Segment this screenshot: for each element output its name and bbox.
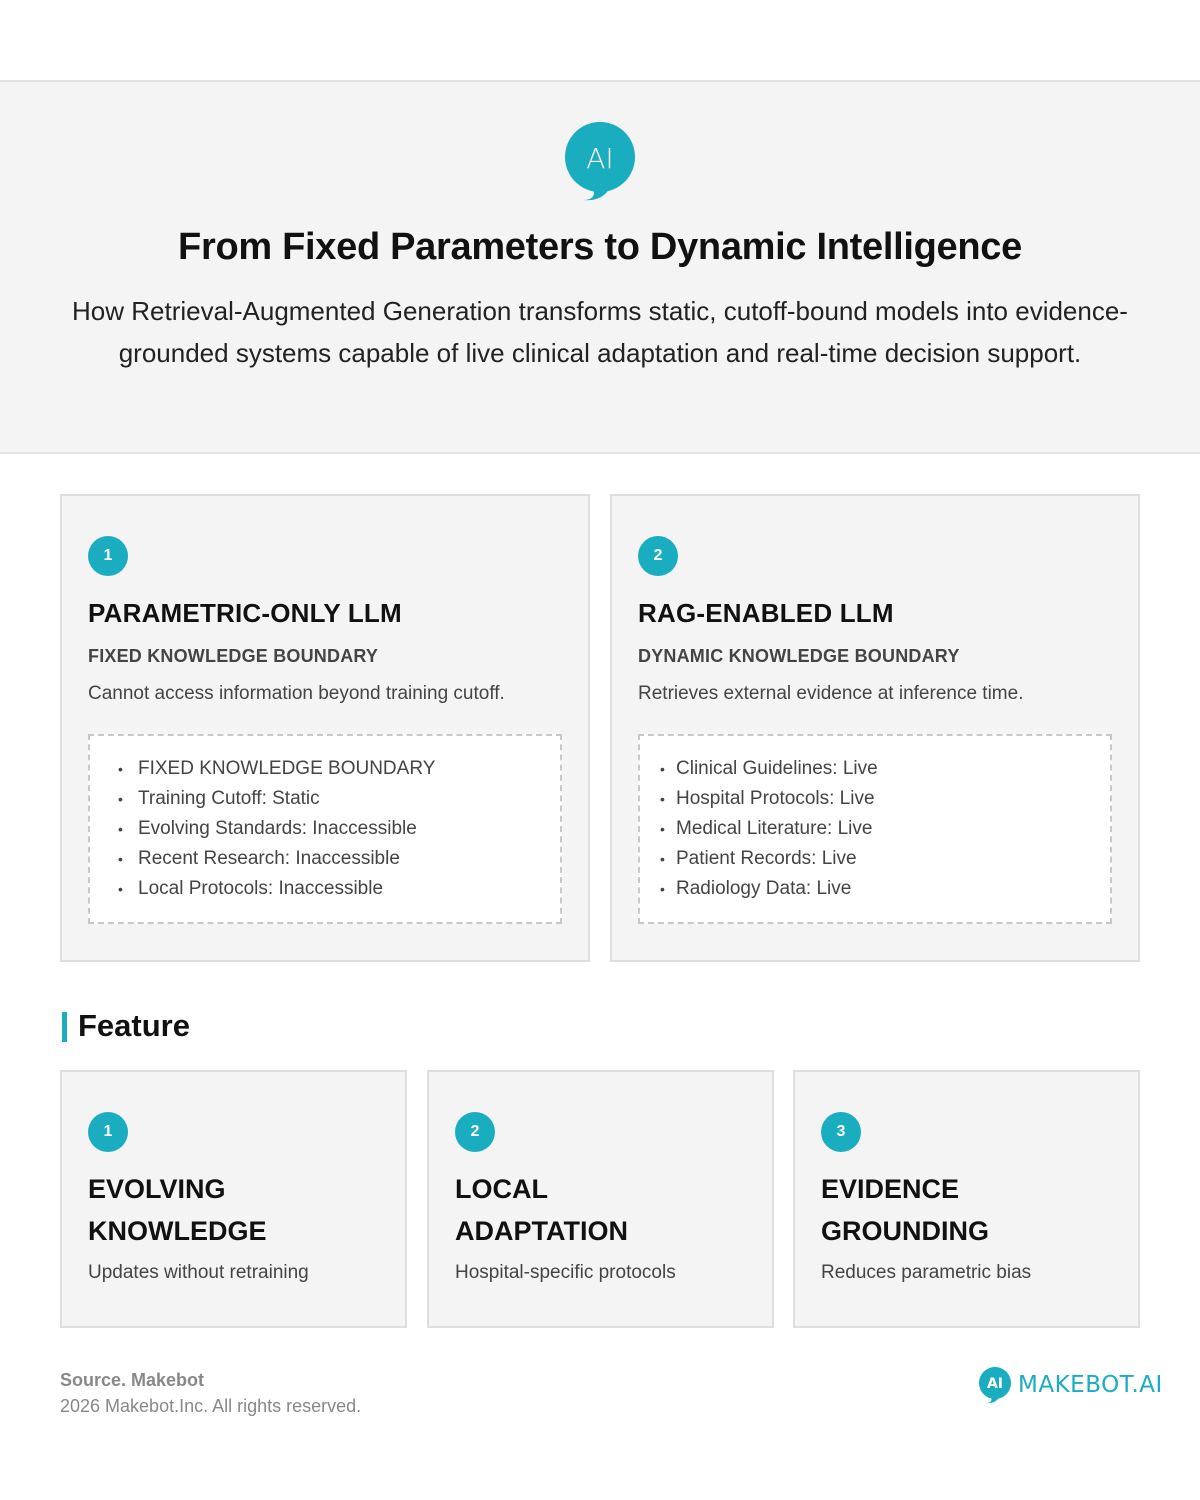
section-title: Feature (78, 1008, 190, 1043)
number-badge: 1 (88, 536, 128, 576)
card-description: Retrieves external evidence at inference time. (638, 683, 1024, 704)
section-accent-bar (62, 1012, 67, 1042)
feature-title-line: GROUNDING (821, 1216, 989, 1246)
card-title: RAG-ENABLED LLM (638, 598, 894, 628)
feature-title (88, 1168, 368, 1252)
feature-description: Hospital-specific protocols (455, 1262, 676, 1283)
feature-card-evolving-knowledge (60, 1070, 407, 1328)
list-item: • Medical Literature: Live (660, 814, 878, 844)
brand-logo-text: AI (986, 1376, 1004, 1392)
feature-title-line: EVIDENCE (821, 1174, 960, 1204)
rag-llm-card (610, 494, 1140, 962)
ai-logo-text: AI (586, 142, 614, 175)
knowledge-list-box (88, 734, 562, 924)
source-label: Source. Makebot (60, 1370, 205, 1390)
number-badge: 3 (821, 1112, 861, 1152)
feature-description: Updates without retraining (88, 1262, 309, 1283)
makebot-logo-icon (978, 1366, 1012, 1404)
list-item: • Training Cutoff: Static (118, 784, 435, 814)
number-badge: 1 (88, 1112, 128, 1152)
feature-title-line: LOCAL (455, 1174, 548, 1204)
card-description: Cannot access information beyond training cutoff. (88, 683, 505, 704)
feature-card-evidence-grounding (793, 1070, 1140, 1328)
feature-title-line: EVOLVING (88, 1174, 226, 1204)
feature-title (821, 1168, 1101, 1252)
card-subtitle: DYNAMIC KNOWLEDGE BOUNDARY (638, 646, 960, 666)
page-title: From Fixed Parameters to Dynamic Intelligence (178, 226, 1022, 268)
feature-card-local-adaptation (427, 1070, 774, 1328)
page-subtitle: How Retrieval-Augmented Generation transforms static, cutoff-bound models into evidence-grounded systems capable of live clinical adaptation and real-time decision support. (72, 296, 1128, 368)
list-item: • FIXED KNOWLEDGE BOUNDARY (118, 754, 435, 784)
ai-logo-icon (563, 120, 637, 202)
card-subtitle: FIXED KNOWLEDGE BOUNDARY (88, 646, 379, 666)
feature-title-line: KNOWLEDGE (88, 1216, 267, 1246)
feature-title-line: ADAPTATION (455, 1216, 628, 1246)
number-badge: 2 (638, 536, 678, 576)
list-item: • Patient Records: Live (660, 844, 878, 874)
brand-logo[interactable] (978, 1366, 1163, 1404)
parametric-llm-card (60, 494, 590, 962)
list-item: • Clinical Guidelines: Live (660, 754, 878, 784)
feature-description: Reduces parametric bias (821, 1262, 1032, 1283)
feature-title (455, 1168, 735, 1252)
card-title: PARAMETRIC-ONLY LLM (88, 598, 402, 628)
number-badge: 2 (455, 1112, 495, 1152)
list-item: • Recent Research: Inaccessible (118, 844, 435, 874)
knowledge-list (118, 754, 435, 904)
knowledge-list-box (638, 734, 1112, 924)
brand-name: MAKEBOT.AI (1018, 1372, 1163, 1398)
list-item: • Radiology Data: Live (660, 874, 878, 904)
list-item: • Local Protocols: Inaccessible (118, 874, 435, 904)
list-item: • Hospital Protocols: Live (660, 784, 878, 814)
copyright-text: 2026 Makebot.Inc. All rights reserved. (60, 1396, 362, 1416)
knowledge-list (660, 754, 878, 904)
list-item: • Evolving Standards: Inaccessible (118, 814, 435, 844)
